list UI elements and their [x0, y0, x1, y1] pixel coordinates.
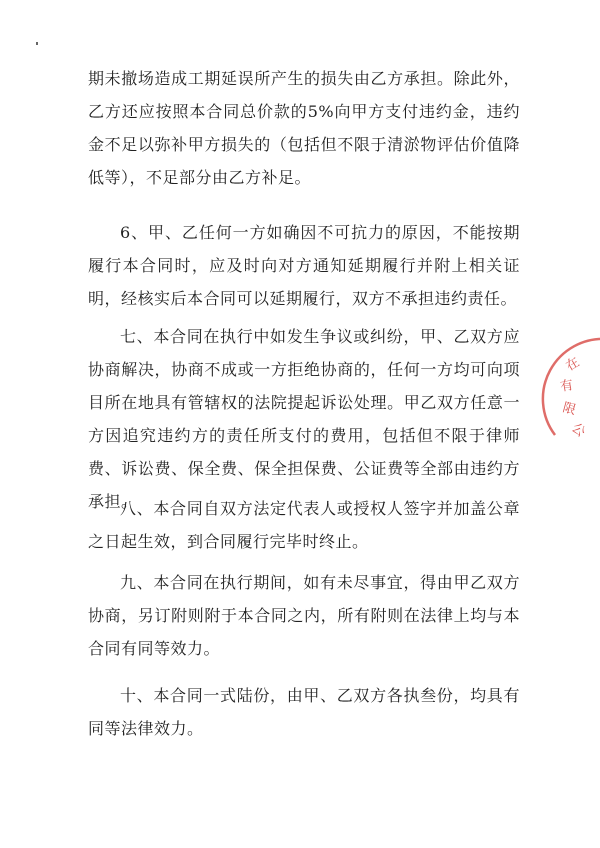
paragraph-copies: 十、本合同一式陆份，由甲、乙双方各执叁份，均具有同等法律效力。 — [88, 686, 520, 738]
svg-text:公: 公 — [568, 420, 589, 441]
svg-text:在: 在 — [563, 354, 583, 375]
paragraph-force-majeure: 6、甲、乙任何一方如确因不可抗力的原因，不能按期履行本合同时，应及时向对方通知延期履行并附上相关证明，经核实后本合同可以延期履行，双方不承担违约责任。 — [88, 223, 520, 308]
svg-text:有: 有 — [559, 377, 575, 395]
paragraph-breach-liability: 期未撤场造成工期延误所产生的损失由乙方承担。除此外，乙方还应按照本合同总价款的5%向甲方支付违约金，违约金不足以弥补甲方损失的（包括但不限于清淤物评估价值降低等），不足部分由乙方补足。 — [88, 69, 520, 187]
paragraph-dispute-resolution: 七、本合同在执行中如发生争议或纠纷，甲、乙双方应协商解决，协商不成或一方拒绝协商的，任何一方均可向项目所在地具有管辖权的法院提起诉讼处理。甲乙双方任意一方因追究违约方的责任所支付的费用，包括但不限于律师费、诉讼费、保全费、保全担保费、公证费等全部由违约方承担。 — [88, 327, 520, 511]
scan-speck — [36, 42, 38, 45]
svg-text:限: 限 — [560, 400, 578, 419]
paragraph-supplementary-terms: 九、本合同在执行期间，如有未尽事宜，得由甲乙双方协商，另订附则附于本合同之内，所有附则在法律上均与本合同有同等效力。 — [88, 573, 520, 658]
company-seal-right — [535, 335, 600, 445]
partial-seal-left — [0, 185, 20, 255]
paragraph-effective-date: 八、本合同自双方法定代表人或授权人签字并加盖公章之日起生效，到合同履行完毕时终止。 — [88, 499, 520, 551]
